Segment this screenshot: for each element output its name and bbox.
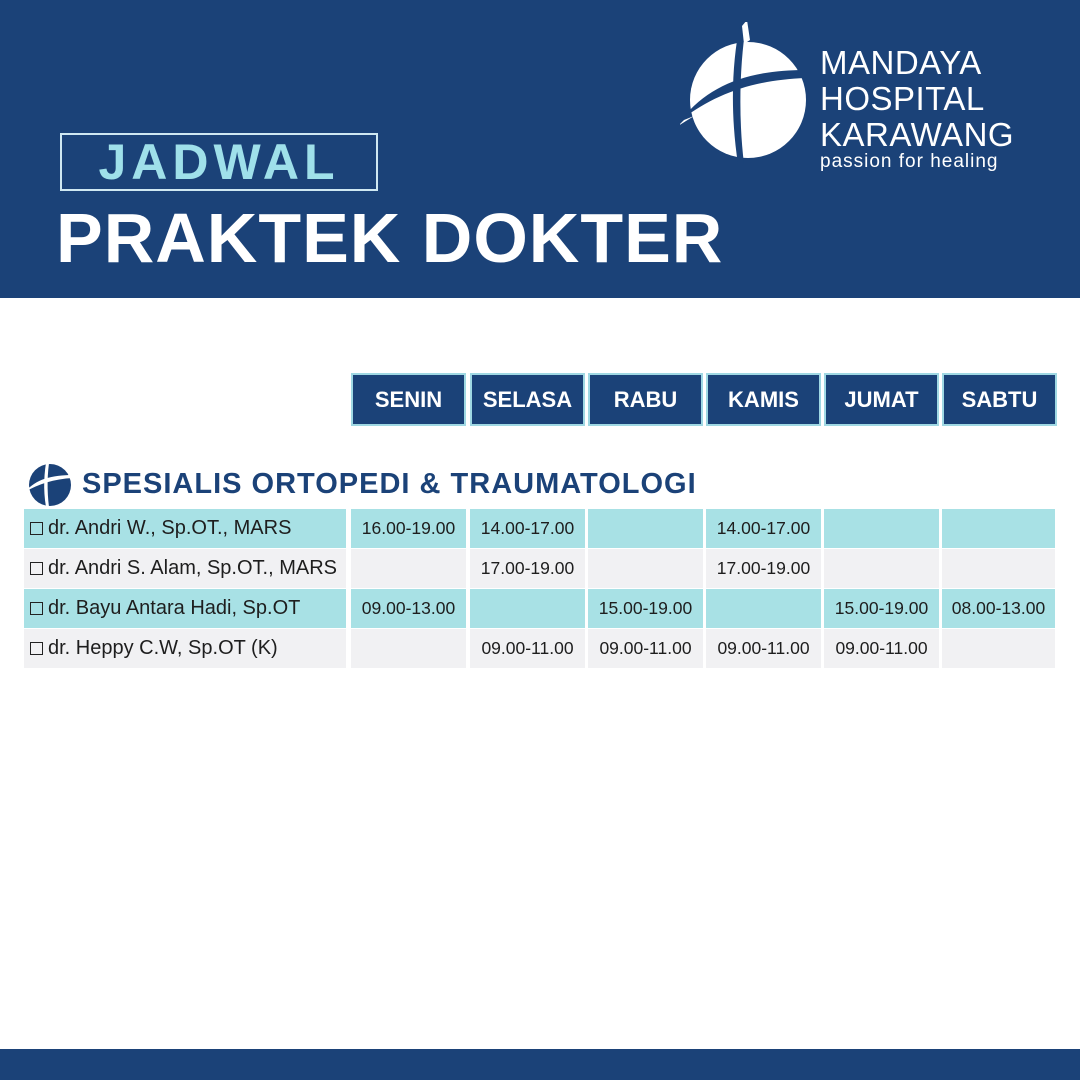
header-banner <box>0 0 1080 298</box>
schedule-cell-kamis: 17.00-19.00 <box>706 549 821 588</box>
schedule-cell-rabu <box>588 509 703 548</box>
doctor-name: dr. Bayu Antara Hadi, Sp.OT <box>48 597 301 619</box>
schedule-cell-sabtu <box>942 509 1055 548</box>
doctor-name-cell <box>24 629 346 668</box>
schedule-cell-sabtu <box>942 549 1055 588</box>
schedule-cell-selasa: 09.00-11.00 <box>470 629 585 668</box>
schedule-cell-rabu: 15.00-19.00 <box>588 589 703 628</box>
specialty-title: SPESIALIS ORTOPEDI & TRAUMATOLOGI <box>82 468 697 500</box>
doctor-name-cell <box>24 549 346 588</box>
schedule-cell-kamis: 14.00-17.00 <box>706 509 821 548</box>
footer-bar <box>0 1049 1080 1080</box>
doctor-name: dr. Andri S. Alam, Sp.OT., MARS <box>48 557 337 579</box>
day-header-selasa: SELASA <box>470 373 585 426</box>
schedule-cell-jumat <box>824 509 939 548</box>
page-title: PRAKTEK DOKTER <box>56 199 724 277</box>
logo-line-2: HOSPITAL <box>820 80 985 117</box>
day-header-jumat: JUMAT <box>824 373 939 426</box>
day-header-rabu: RABU <box>588 373 703 426</box>
schedule-cell-selasa <box>470 589 585 628</box>
schedule-cell-rabu <box>588 549 703 588</box>
hospital-logo-icon <box>680 22 810 167</box>
schedule-cell-jumat: 09.00-11.00 <box>824 629 939 668</box>
schedule-cell-jumat <box>824 549 939 588</box>
checkbox-icon <box>30 562 43 575</box>
schedule-cell-kamis: 09.00-11.00 <box>706 629 821 668</box>
doctor-name-cell <box>24 509 346 548</box>
day-header-sabtu: SABTU <box>942 373 1057 426</box>
schedule-cell-senin <box>351 629 466 668</box>
schedule-cell-sabtu <box>942 629 1055 668</box>
schedule-cell-kamis <box>706 589 821 628</box>
schedule-cell-selasa: 17.00-19.00 <box>470 549 585 588</box>
doctor-name: dr. Heppy C.W, Sp.OT (K) <box>48 637 278 659</box>
checkbox-icon <box>30 522 43 535</box>
doctor-name: dr. Andri W., Sp.OT., MARS <box>48 517 292 539</box>
schedule-cell-jumat: 15.00-19.00 <box>824 589 939 628</box>
checkbox-icon <box>30 642 43 655</box>
hospital-logo-icon <box>24 455 74 507</box>
schedule-cell-senin: 16.00-19.00 <box>351 509 466 548</box>
schedule-cell-selasa: 14.00-17.00 <box>470 509 585 548</box>
hospital-logo-text <box>820 45 1014 173</box>
schedule-cell-senin <box>351 549 466 588</box>
schedule-cell-sabtu: 08.00-13.00 <box>942 589 1055 628</box>
logo-line-1: MANDAYA <box>820 44 982 81</box>
jadwal-label: JADWAL <box>60 133 378 191</box>
day-header-senin: SENIN <box>351 373 466 426</box>
doctor-name-cell <box>24 589 346 628</box>
schedule-cell-senin: 09.00-13.00 <box>351 589 466 628</box>
schedule-cell-rabu: 09.00-11.00 <box>588 629 703 668</box>
day-header-kamis: KAMIS <box>706 373 821 426</box>
logo-tagline: passion for healing <box>820 151 999 172</box>
logo-line-3: KARAWANG <box>820 116 1015 153</box>
checkbox-icon <box>30 602 43 615</box>
